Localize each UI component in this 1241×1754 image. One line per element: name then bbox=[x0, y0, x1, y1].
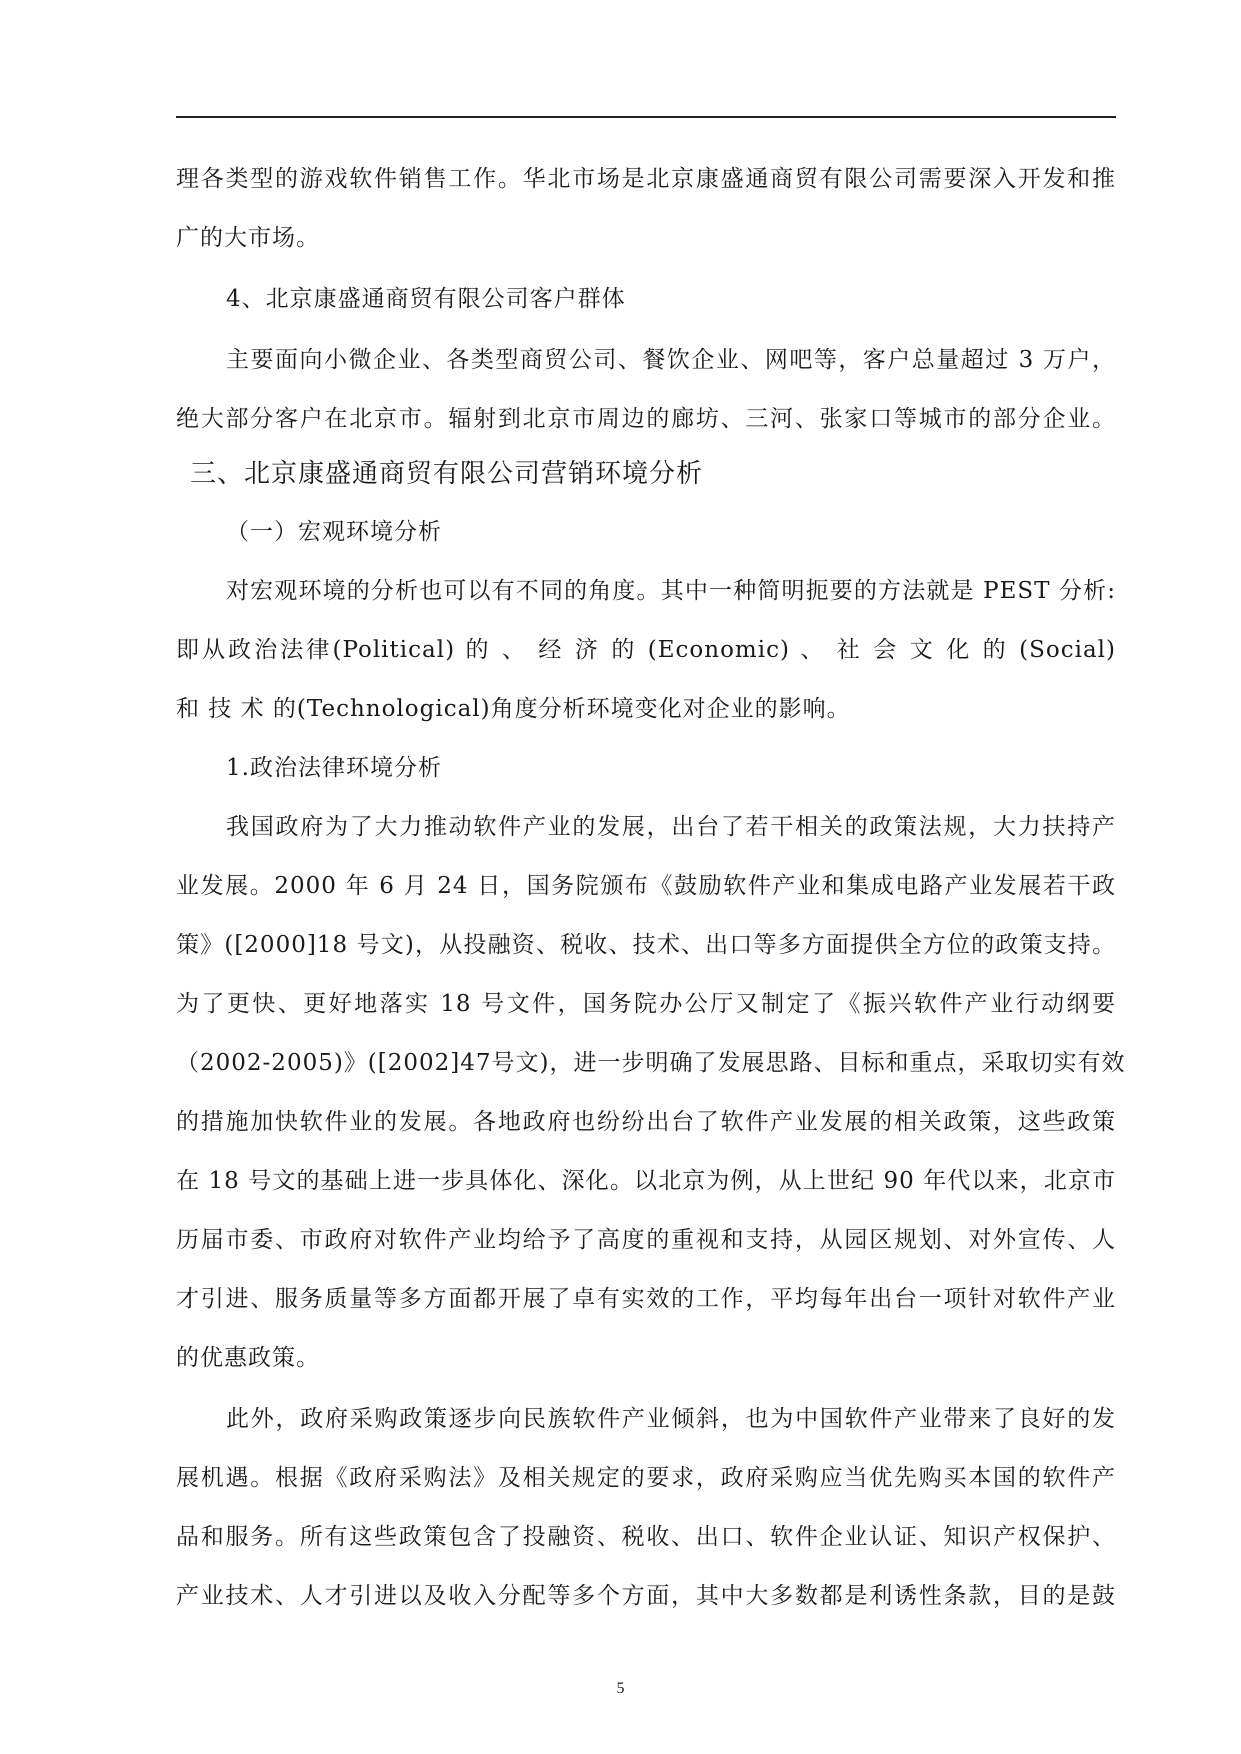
paragraph-line: 历届市委、市政府对软件产业均给予了高度的重视和支持，从园区规划、对外宣传、人 bbox=[176, 1227, 1116, 1253]
subsection-heading: （一）宏观环境分析 bbox=[226, 519, 442, 545]
paragraph-line: 的优惠政策。 bbox=[176, 1345, 320, 1371]
paragraph-line: 产业技术、人才引进以及收入分配等多个方面，其中大多数都是利诱性条款，目的是鼓 bbox=[176, 1583, 1116, 1609]
paragraph-line: （2002-2005)》([2002]47号文)，进一步明确了发展思路、目标和重点，采取切实有效 bbox=[176, 1050, 1126, 1076]
paragraph-line: 绝大部分客户在北京市。辐射到北京市周边的廊坊、三河、张家口等城市的部分企业。 bbox=[176, 406, 1116, 432]
paragraph-line: 和 技 术 的(Technological)角度分析环境变化对企业的影响。 bbox=[176, 696, 851, 722]
paragraph-line: 广的大市场。 bbox=[176, 225, 320, 251]
paragraph-line: 展机遇。根据《政府采购法》及相关规定的要求，政府采购应当优先购买本国的软件产 bbox=[176, 1465, 1116, 1491]
paragraph-line: 在 18 号文的基础上进一步具体化、深化。以北京为例，从上世纪 90 年代以来，北京市 bbox=[176, 1168, 1116, 1194]
paragraph-line: 即从政治法律(Political) 的 、 经 济 的 (Economic) 、 社 会 文 化 的 (Social) bbox=[176, 637, 1116, 663]
paragraph-line: 才引进、服务质量等多方面都开展了卓有实效的工作，平均每年出台一项针对软件产业 bbox=[176, 1286, 1116, 1312]
paragraph-line: 理各类型的游戏软件销售工作。华北市场是北京康盛通商贸有限公司需要深入开发和推 bbox=[176, 166, 1116, 192]
paragraph-line: 我国政府为了大力推动软件产业的发展，出台了若干相关的政策法规，大力扶持产 bbox=[226, 814, 1116, 840]
paragraph-line: 的措施加快软件业的发展。各地政府也纷纷出台了软件产业发展的相关政策，这些政策 bbox=[176, 1109, 1116, 1135]
paragraph-line: 为了更快、更好地落实 18 号文件，国务院办公厅又制定了《振兴软件产业行动纲要 bbox=[176, 991, 1116, 1017]
header-rule bbox=[176, 116, 1116, 118]
paragraph-line: 策》([2000]18 号文)，从投融资、税收、技术、出口等多方面提供全方位的政策支持。 bbox=[176, 932, 1116, 958]
subsection-heading: 1.政治法律环境分析 bbox=[226, 755, 442, 781]
paragraph-line: 业发展。2000 年 6 月 24 日，国务院颁布《鼓励软件产业和集成电路产业发展若干政 bbox=[176, 873, 1116, 899]
page-number: 5 bbox=[616, 1680, 625, 1697]
section-heading: 三、北京康盛通商贸有限公司营销环境分析 bbox=[190, 459, 704, 489]
paragraph-line: 对宏观环境的分析也可以有不同的角度。其中一种简明扼要的方法就是 PEST 分析: bbox=[226, 578, 1116, 604]
paragraph-line: 此外，政府采购政策逐步向民族软件产业倾斜，也为中国软件产业带来了良好的发 bbox=[226, 1406, 1116, 1432]
subsection-heading: 4、北京康盛通商贸有限公司客户群体 bbox=[226, 286, 626, 312]
paragraph-line: 主要面向小微企业、各类型商贸公司、餐饮企业、网吧等，客户总量超过 3 万户， bbox=[226, 347, 1116, 373]
paragraph-line: 品和服务。所有这些政策包含了投融资、税收、出口、软件企业认证、知识产权保护、 bbox=[176, 1524, 1116, 1550]
